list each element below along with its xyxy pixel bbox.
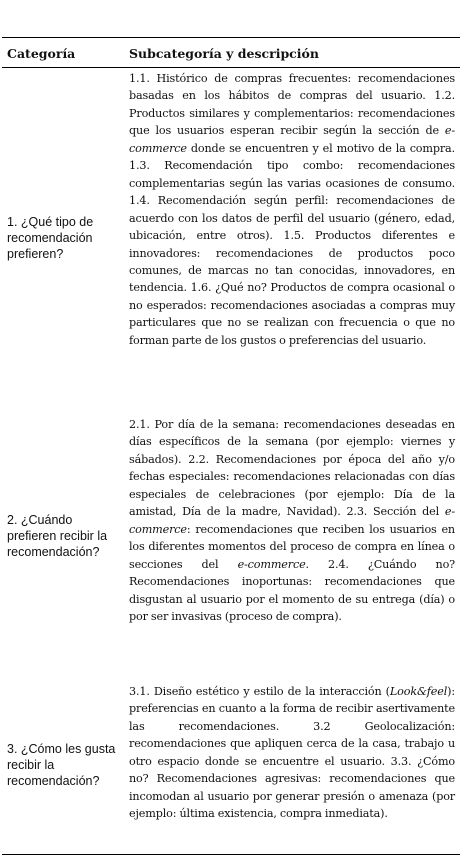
header-category: Categoría	[7, 46, 76, 61]
row-2-category: 2. ¿Cuándo prefieren recibir la recomendación?	[7, 513, 108, 559]
row-3-description: 3.1. Diseño estético y estilo de la interacción (Look&feel): preferencias en cuanto a la forma de recibir asertivamente las recomendaciones. 3.2 Geolocalización: recomendaciones que apliquen cerca de la casa, trabajo u otro espacio donde se encuentre el usuario. 3.3. ¿Cómo no? Recomendaciones agresivas: recomendaciones que incomodan al usuario por generar presión o amenaza (por ejemplo: última existencia, compra inmediata).	[129, 685, 455, 821]
table-bottom-rule	[2, 854, 460, 855]
table-top-rule	[2, 37, 460, 38]
row-3-category: 3. ¿Cómo les gusta recibir la recomendación?	[7, 742, 116, 788]
header-bottom-rule	[2, 67, 460, 68]
row-1-description: 1.1. Histórico de compras frecuentes: recomendaciones basadas en los hábitos de compras del usuario. 1.2. Productos similares y complementarios: recomendaciones que los usuarios esperan recibir según la sección de e-commerce donde se encuentren y el motivo de la compra. 1.3. Recomendación tipo combo: recomendaciones complementarias según las varias ocasiones de consumo. 1.4. Recomendación según perfil: recomendaciones de acuerdo con los datos de perfil del usuario (género, edad, ubicación, entre otros). 1.5. Productos diferentes e innovadores: recomendaciones de productos poco comunes, de marcas no tan conocidas, innovadores, en tendencia. 1.6. ¿Qué no? Productos de compra ocasional o no esperados: recomendaciones asociadas a compras muy particulares que no se realizan con frecuencia o que no forman parte de los gustos o preferencias del usuario.	[129, 72, 455, 347]
header-description: Subcategoría y descripción	[129, 46, 319, 61]
row-1-category: 1. ¿Qué tipo de recomendación prefieren?	[7, 215, 94, 261]
row-2-description: 2.1. Por día de la semana: recomendaciones deseadas en días específicos de la semana (por ejemplo: viernes y sábados). 2.2. Recomendaciones por época del año y/o fechas especiales: recomendaciones relacionadas con días especiales de celebraciones (por ejemplo: Día de la amistad, Día de la madre, Navidad). 2.3. Sección del e-commerce: recomendaciones que reciben los usuarios en los diferentes momentos del proceso de compra en línea o secciones del e-commerce. 2.4. ¿Cuándo no? Recomendaciones inoportunas: recomendaciones que disgustan al usuario por el momento de su entrega (día) o por ser invasivas (proceso de compra).	[129, 418, 456, 623]
